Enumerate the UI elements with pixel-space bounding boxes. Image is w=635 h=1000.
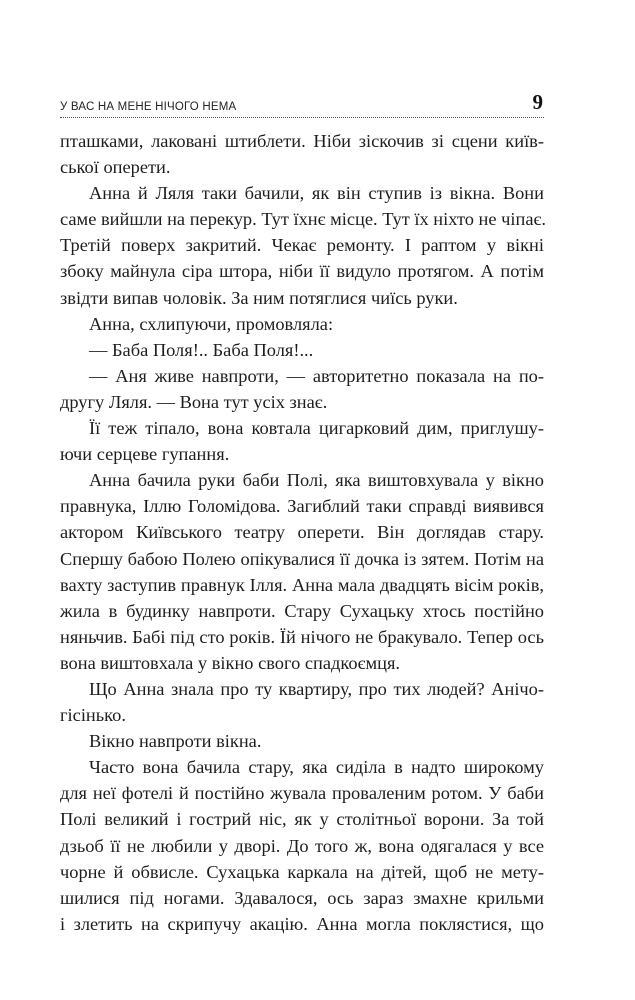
text-line: Анна й Ляля таки бачили, як він ступив із вікна. Вони <box>89 183 544 204</box>
page-header <box>60 91 544 118</box>
text-line: Анна, схлипуючи, промовляла: <box>89 313 334 334</box>
text-line: Анна бачила руки баби Полі, яка виштовхувала у вікно <box>89 470 544 491</box>
text-line: саме вийшли на перекур. Тут їхнє місце. Тут їх ніхто не чіпає. <box>60 209 546 230</box>
text-line: Вікно навпроти вікна. <box>89 731 262 752</box>
text-line: Третій поверх закритий. Чекає ремонту. І раптом у вікні <box>60 235 544 256</box>
text-line: няньчив. Бабі під сто років. Їй нічого не бракувало. Тепер ось <box>60 626 544 647</box>
text-line: шилися під ногами. Здавалося, ось зараз змахне крильми <box>60 887 544 908</box>
text-line: вона виштовхала у вікно свого спадкоємця. <box>60 652 401 673</box>
text-line: звідти випав чоловік. За ним потяглися чиїсь руки. <box>60 287 458 308</box>
text-line: актором Київського театру оперети. Він доглядав стару. <box>60 522 544 543</box>
text-line: гісінько. <box>60 705 126 726</box>
text-line: правнука, Іллю Голомідова. Загиблий таки справді виявився <box>60 496 544 517</box>
text-line: і злетить на скрипучу акацію. Анна могла поклястися, що <box>60 913 544 934</box>
text-line: Що Анна знала про ту квартиру, про тих людей? Анічо- <box>89 678 544 699</box>
text-line: дзьоб її не любили у дворі. До того ж, вона одягалася у все <box>60 835 544 856</box>
text-line: — Аня живе навпроти, — авторитетно показала на по- <box>89 365 544 386</box>
text-line: Часто вона бачила стару, яка сиділа в надто широкому <box>89 757 544 778</box>
text-line: вахту заступив правнук Ілля. Анна мала двадцять вісім років, <box>60 574 544 595</box>
text-line: для неї фотелі й постійно жувала провaленим ротом. У баби <box>60 783 544 804</box>
text-line: ської оперети. <box>60 157 171 178</box>
text-line: збоку майнула сіра штора, ніби її видуло протягом. А потім <box>60 261 544 282</box>
text-line: Полі великий і гострий ніс, як у столітньої ворони. За той <box>60 809 544 830</box>
page-number: 9 <box>532 90 543 114</box>
text-line: пташками, лаковані штиблети. Ніби зіскочив зі сцени київ- <box>60 131 544 151</box>
text-line: Спершу бабою Полею опікувалися її дочка із зятем. Потім на <box>60 548 544 569</box>
text-line: Її теж тіпало, вона ковтала цигарковий дим, приглушу- <box>89 418 544 439</box>
running-title: У ВАС НА МЕНЕ НІЧОГО НЕМА <box>60 101 237 113</box>
text-line: жила в будинку навпроти. Стару Сухацьку хтось постійно <box>60 600 544 621</box>
text-line: ючи серцеве гупання. <box>60 444 230 465</box>
body-text <box>60 128 544 937</box>
text-line: — Баба Поля!.. Баба Поля!... <box>89 339 314 360</box>
text-line: другу Ляля. — Вона тут усіх знає. <box>60 391 328 412</box>
text-line: чорне й обвисле. Сухацька каркала на дітей, щоб не мету- <box>60 861 544 882</box>
